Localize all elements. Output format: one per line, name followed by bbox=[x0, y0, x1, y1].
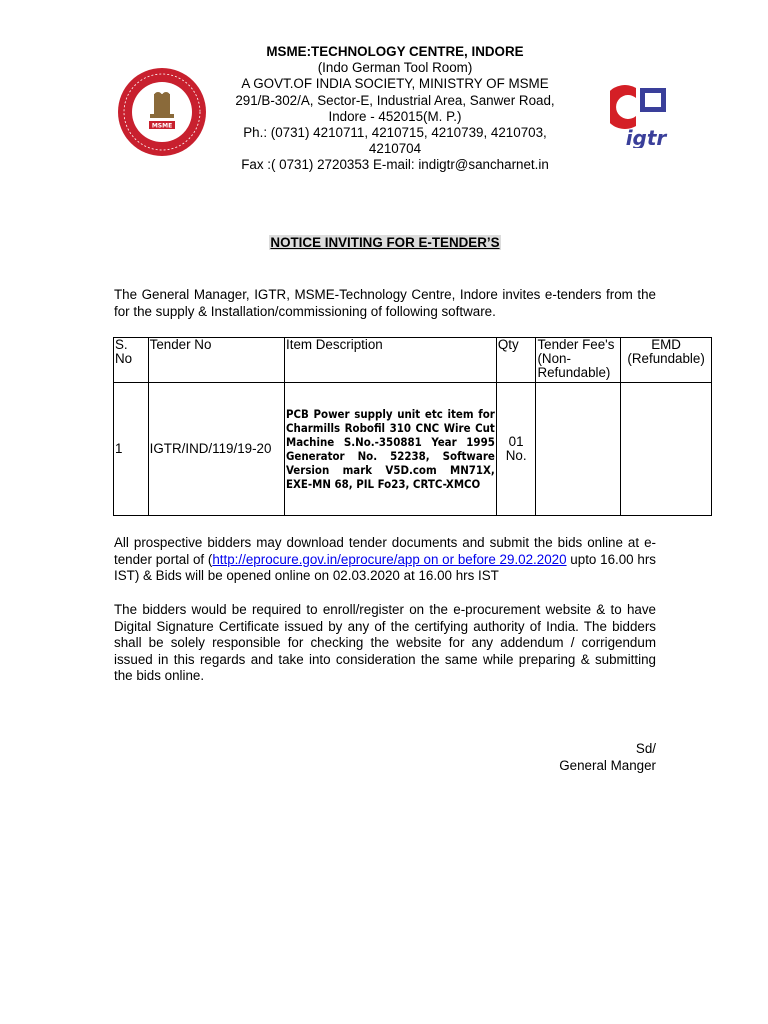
cell-qty-number: 01 bbox=[508, 434, 524, 449]
cell-qty-unit: No. bbox=[505, 448, 527, 463]
header-tender-fee: Tender Fee's (Non-Refundable) bbox=[536, 338, 621, 383]
signature-sd: Sd/ bbox=[635, 741, 656, 756]
header-emd bbox=[621, 338, 712, 383]
svg-text:MSME: MSME bbox=[151, 122, 173, 130]
registration-paragraph: The bidders would be required to enroll/register on the e-procurement website & to have Digital Signature Certificate issued by any of the certifying authority of India. The bidders shall be solely responsible for checking the website for any addendum / corrigendum issued in this regards and take into consideration the same while preparing & submitting the bids online. bbox=[114, 602, 656, 683]
eprocure-link[interactable]: http://eprocure.gov.in/eprocure/app on or before 29.02.2020 bbox=[212, 551, 567, 567]
notice-title-text: NOTICE INVITING FOR E-TENDER’S bbox=[270, 235, 500, 250]
cell-tender-no: IGTR/IND/119/19-20 bbox=[148, 383, 284, 516]
address-line-1: 291/B-302/A, Sector-E, Industrial Area, Sanwer Road, bbox=[235, 92, 555, 108]
header-emd-label: EMD bbox=[651, 337, 681, 352]
header-sno: S. No bbox=[114, 338, 149, 383]
svg-text:igtr: igtr bbox=[625, 126, 667, 148]
signature-block bbox=[470, 740, 656, 774]
cell-tender-fee bbox=[536, 383, 621, 516]
letterhead bbox=[205, 44, 585, 174]
download-text-1: All prospective bidders may download tender documents and submit the bids online at e-tender portal of ( bbox=[114, 535, 656, 567]
fax-email-line: Fax :( 0731) 2720353 E-mail: indigtr@sancharnet.in bbox=[241, 157, 549, 173]
phone-line-2: 4210704 bbox=[368, 141, 422, 157]
download-paragraph bbox=[114, 535, 656, 585]
notice-title bbox=[114, 235, 656, 250]
header-item-description: Item Description bbox=[285, 338, 497, 383]
download-text-2: upto 16.00 hrs IST) & Bids will be opened online on 02.03.2020 at 16.00 hrs IST bbox=[114, 551, 656, 583]
header-qty: Qty bbox=[496, 338, 536, 383]
cell-emd bbox=[621, 383, 712, 516]
tender-table bbox=[113, 337, 712, 516]
intro-paragraph: The General Manager, IGTR, MSME-Technology Centre, Indore invites e-tenders from the for the supply & Installation/commissioning of following software. bbox=[114, 287, 656, 319]
igtr-logo bbox=[610, 82, 684, 148]
table-row bbox=[114, 383, 712, 516]
govt-line: A GOVT.OF INDIA SOCIETY, MINISTRY OF MSME bbox=[241, 76, 549, 92]
header-emd-refundable: (Refundable) bbox=[627, 351, 705, 366]
header-tender-no: Tender No bbox=[148, 338, 284, 383]
msme-emblem-logo bbox=[116, 66, 208, 158]
organization-subtitle: (Indo German Tool Room) bbox=[317, 60, 473, 76]
cell-qty bbox=[496, 383, 536, 516]
phone-line-1: Ph.: (0731) 4210711, 4210715, 4210739, 4210703, bbox=[243, 125, 547, 141]
table-header-row bbox=[114, 338, 712, 383]
cell-item-description: PCB Power supply unit etc item for Charmills Robofil 310 CNC Wire Cut Machine S.No.-350881 Year 1995 Generator No. 52238, Software Version mark V5D.com MN71X, EXE-MN 68, PIL Fo23, CRTC-XMCO bbox=[285, 383, 497, 516]
cell-sno: 1 bbox=[114, 383, 149, 516]
organization-name: MSME:TECHNOLOGY CENTRE, INDORE bbox=[266, 44, 524, 59]
address-line-2: Indore - 452015(M. P.) bbox=[328, 108, 462, 124]
signature-title: General Manger bbox=[559, 758, 656, 773]
